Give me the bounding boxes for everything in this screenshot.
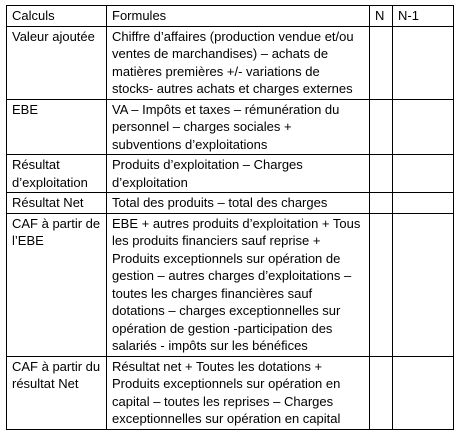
table-row: [7, 193, 454, 214]
header-n-1: N-1: [393, 6, 454, 27]
header-n: N: [370, 6, 393, 27]
row-value-n[interactable]: [370, 155, 393, 193]
row-formula: EBE + autres produits d’exploitation + Tous les produits financiers sauf reprise + Produits exceptionnels sur opération de gestion – autres charges d’exploitations – toutes les charges financières sauf dotations – charges exceptionnelles sur opération de gestion -participation des salariés - impôts sur les bénéfices: [107, 213, 370, 356]
formulas-table: [6, 5, 454, 430]
row-value-n-1[interactable]: [393, 193, 454, 214]
row-value-n-1[interactable]: [393, 26, 454, 99]
row-calcul-label: CAF à partir de l’EBE: [7, 213, 107, 356]
row-value-n-1[interactable]: [393, 99, 454, 155]
row-value-n[interactable]: [370, 356, 393, 429]
table-row: [7, 155, 454, 193]
row-value-n[interactable]: [370, 26, 393, 99]
row-calcul-label: EBE: [7, 99, 107, 155]
table-row: [7, 99, 454, 155]
row-formula: Produits d’exploitation – Charges d’exploitation: [107, 155, 370, 193]
row-calcul-label: Résultat Net: [7, 193, 107, 214]
header-formules: Formules: [107, 6, 370, 27]
row-value-n[interactable]: [370, 99, 393, 155]
row-formula: Total des produits – total des charges: [107, 193, 370, 214]
row-calcul-label: Valeur ajoutée: [7, 26, 107, 99]
row-value-n-1[interactable]: [393, 356, 454, 429]
row-calcul-label: Résultat d’exploitation: [7, 155, 107, 193]
row-value-n[interactable]: [370, 193, 393, 214]
row-formula: Chiffre d’affaires (production vendue et/ou ventes de marchandises) – achats de matières premières +/- variations de stocks- autres achats et charges externes: [107, 26, 370, 99]
row-value-n[interactable]: [370, 213, 393, 356]
header-calculs: Calculs: [7, 6, 107, 27]
table-row: [7, 213, 454, 356]
table-row: [7, 26, 454, 99]
row-formula: VA – Impôts et taxes – rémunération du personnel – charges sociales + subventions d’exploitations: [107, 99, 370, 155]
row-value-n-1[interactable]: [393, 155, 454, 193]
row-calcul-label: CAF à partir du résultat Net: [7, 356, 107, 429]
row-value-n-1[interactable]: [393, 213, 454, 356]
table-header-row: [7, 6, 454, 27]
row-formula: Résultat net + Toutes les dotations + Produits exceptionnels sur opération en capital – toutes les reprises – Charges exceptionnelles sur opération en capital: [107, 356, 370, 429]
table-row: [7, 356, 454, 429]
